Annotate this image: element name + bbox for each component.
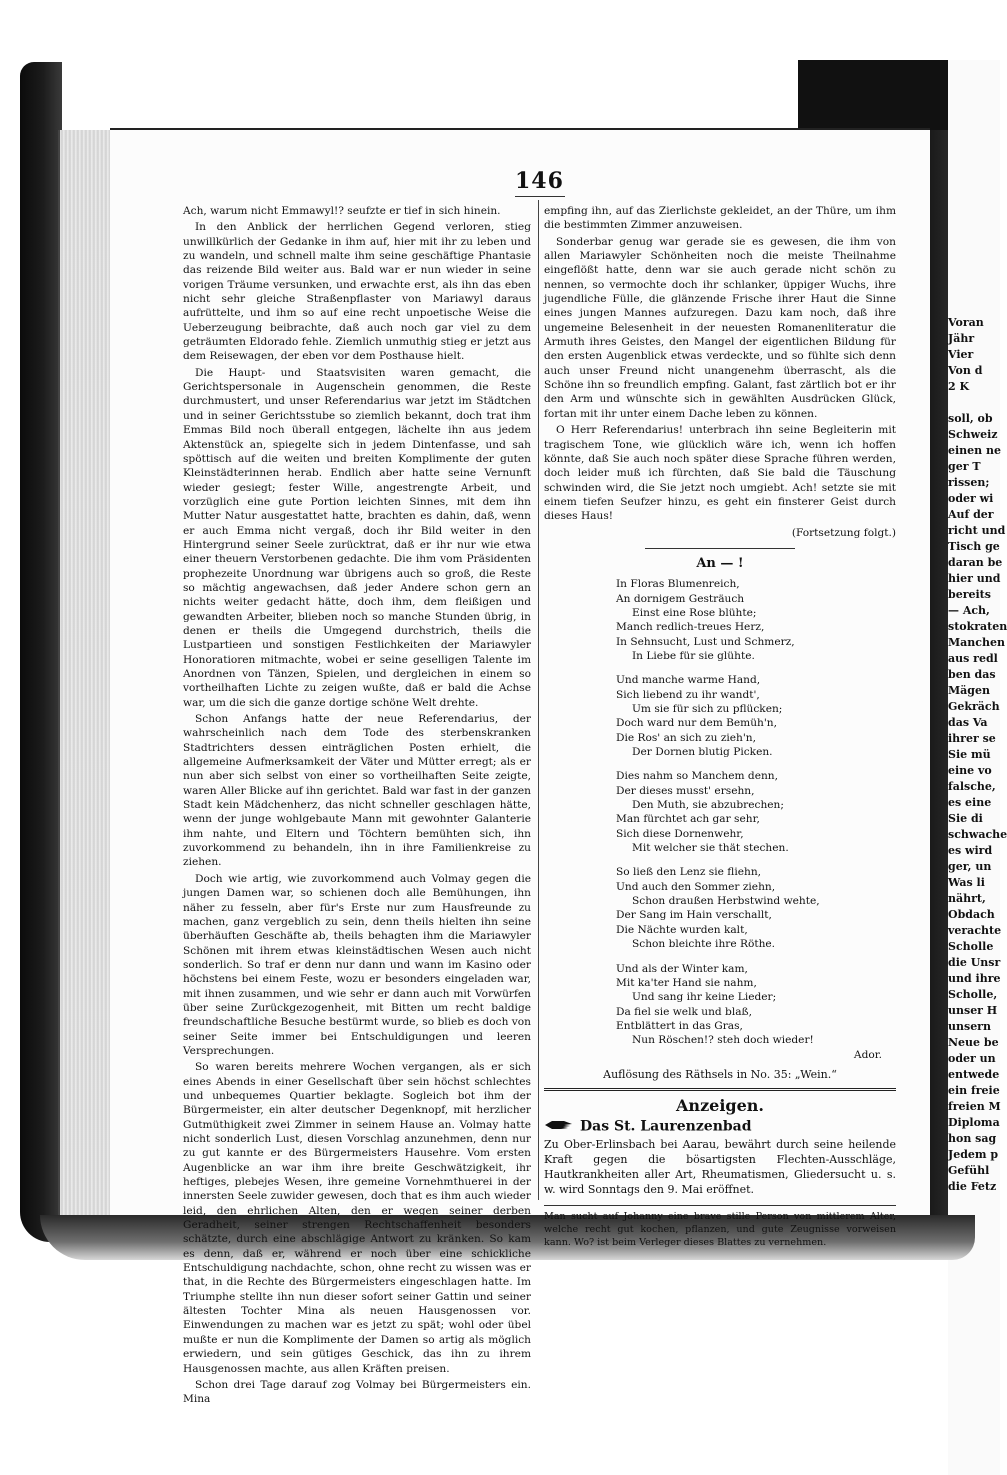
neighbor-line: unser H (948, 1004, 998, 1017)
scan-top-margin (0, 0, 1000, 60)
poem-author: Ador. (853, 1048, 882, 1061)
poem-line: In Sehnsucht, Lust und Schmerz, (616, 635, 795, 648)
neighbor-line: freien M (948, 1100, 1001, 1113)
paragraph: Ach, warum nicht Emmawyl!? seufzte er tief in sich hinein. (183, 205, 501, 217)
riddle-solution: Auflösung des Räthsels in No. 35: „Wein.“ (603, 1067, 837, 1081)
neighbor-line: Scholle (948, 940, 994, 953)
poem-line: Um sie für sich zu pflücken; (632, 703, 783, 715)
neighbor-line: Mägen (948, 684, 990, 697)
poem-line: Man fürchtet ach gar sehr, (616, 813, 760, 826)
ad-title (544, 1119, 896, 1134)
neighbor-page-fragment (948, 60, 1007, 1475)
poem-line: Der Dornen blutig Picken. (632, 746, 773, 759)
neighbor-line: Schweiz (948, 428, 998, 441)
poem-line: Einst eine Rose blühte; (632, 606, 757, 619)
neighbor-line: falsche, (948, 780, 996, 793)
poem-line: In Liebe für sie glühte. (632, 649, 755, 662)
section-rule (645, 548, 795, 549)
neighbor-line: aus redl (948, 652, 998, 665)
neighbor-line: Gefühl (948, 1164, 990, 1177)
neighbor-line: hon sag (948, 1132, 997, 1145)
ad-separator (544, 1205, 896, 1206)
poem-line: Dies nahm so Manchem denn, (616, 770, 778, 783)
book-spine-shadow (20, 62, 62, 1242)
ad-text: Zu Ober-Erlinsbach bei Aarau, bewährt durch seine heilende Kraft gegen die bösartigsten Flechten-Ausschläge, Hautkrankheiten aller Art, Rheumatismen, Gliedersucht u. s. w. wird Sonntags den 9. Mai eröffnet. (544, 1137, 896, 1196)
right-column (544, 204, 896, 1249)
neighbor-line: nährt, (948, 892, 986, 905)
neighbor-line: — Ach, (948, 604, 990, 617)
neighbor-line: Jähr (948, 332, 975, 345)
neighbor-line: Obdach (948, 908, 995, 921)
neighbor-line: Auf der (948, 508, 994, 521)
poem-stanza (616, 673, 896, 759)
page-edges (58, 130, 112, 1220)
poem-line: So ließ den Lenz sie fliehn, (616, 866, 762, 879)
paragraph: Schon Anfangs hatte der neue Referendarius, der wahrscheinlich nach dem Tode des sterbenskranken Stadtrichters dessen einträglichen Posten erhielt, die allgemeine Aufmerksamkeit der Väter und Mütter erregt; als er nun aber sich selbst von einer so vortheilhaften Seite zeigte, waren Aller Blicke auf ihn gerichtet. Bald war fast in der ganzen Stadt kein Mädchenherz, das nicht schneller geschlagen hätte, wenn der junge wohlgebaute Mann mit gewohnter Galanterie ihm nahte, und Eltern und Töchtern bemühten sich, ihn zuvorkommend zu behandeln, ihn in ihre Familienkreise zu ziehen. (183, 713, 531, 869)
neighbor-line: die Fetz (948, 1180, 997, 1193)
neighbor-line (948, 395, 1000, 411)
neighbor-line: es wird (948, 844, 993, 857)
poem-line: Und als der Winter kam, (616, 962, 748, 975)
neighbor-line: schwache (948, 828, 1007, 841)
neighbor-line: unsern (948, 1020, 991, 1033)
poem-line: Der dieses musst' ersehn, (616, 784, 755, 797)
neighbor-line: daran be (948, 556, 1003, 569)
neighbor-line: ben das (948, 668, 996, 681)
poem-line: Die Nächte wurden kalt, (616, 923, 748, 936)
paragraph: O Herr Referendarius! unterbrach ihn seine Begleiterin mit tragischem Tone, wie glücklich wäre ich, wenn ich hoffen könnte, daß Sie auch noch später diese Sprache führen werden, doch leider muß ich fürchten, daß Sie bald die Täuschung schwinden wird, die Sie jetzt noch umgiebt. Ach! setzte sie mit einem tiefen Seufzer hinzu, es geht ein finsterer Geist durch dieses Haus! (544, 424, 896, 523)
poem-line: Nun Röschen!? steh doch wieder! (632, 1034, 814, 1047)
poem-line: Und auch den Sommer ziehn, (616, 880, 776, 893)
neighbor-line: Was li (948, 876, 985, 889)
neighbor-line: Scholle, (948, 988, 998, 1001)
neighbor-line: Vier (948, 348, 974, 361)
poem-line: An dornigem Gesträuch (616, 592, 745, 605)
poem-line: Mit ka'ter Hand sie nahm, (616, 976, 757, 989)
neighbor-line: Jedem p (948, 1148, 999, 1161)
paragraph: Sonderbar genug war gerade sie es gewesen, die ihm von allen Mariawyler Schönheiten noch die meiste Theilnahme eingeflößt hatte, denn war sie auch gerade nicht schön zu nennen, so vermochte doch ihr schlanker, üppiger Wuchs, ihre jugendliche Fülle, die glänzende Frische ihrer Haut die Sinne eines jungen Mannes aufzuregen. Dazu kam noch, daß ihre ungemeine Belesenheit in der neuesten Romanenliteratur die Armuth ihres Geistes, den Mangel der eigentlichen Bildung für den ersten Augenblick etwas verdeckte, und so fühlte sich denn auch unser Freund nicht unangenehm überrascht, als die Schöne ihn so freundlich empfing. Galant, fast zärtlich bot er ihr den Arm und wünschte sich in gewählten Ausdrücken Glück, fortan mit ihr unter einem Dache leben zu können. (544, 235, 896, 420)
neighbor-line: bereits (948, 588, 991, 601)
paragraph: Doch wie artig, wie zuvorkommend auch Volmay gegen die jungen Damen war, so schienen doch alle Bemühungen, ihn näher zu fesseln, aber für's Erste nur zum Hausfreunde zu machen, ganz vergeblich zu sein, denn theils hielten ihn seine überhäuften Geschäfte ab, theils behagten ihm die Mariawyler Schönen mit ihrem etwas kleinstädtischen Wesen auch nicht sonderlich. So traf er denn nur dann und wann im Kasino oder höchstens bei einem Feste, wozu er besonders eingeladen war, mit ihnen zusammen, und wie sehr er dann auch mit Vorwürfen über seine Zurückgezogenheit, mit Bitten um recht baldige freundschaftliche Besuche bestürmt wurde, so blieb es doch von seiner Seite immer bei Entschuldigungen und leeren Versprechungen. (183, 872, 531, 1057)
poem-line: In Floras Blumenreich, (616, 578, 740, 591)
neighbor-line: und ihre (948, 972, 1001, 985)
ad-title-text: Das St. Laurenzenbad (580, 1118, 752, 1135)
neighbor-line: oder un (948, 1052, 996, 1065)
neighbor-line: Sie di (948, 812, 983, 825)
neighbor-line: es eine (948, 796, 992, 809)
ads-heading: Anzeigen. (676, 1095, 764, 1115)
neighbor-line: Manchen (948, 636, 1005, 649)
neighbor-line: ger, un (948, 860, 992, 873)
poem-line: Der Sang im Hain verschallt, (616, 909, 772, 922)
page-number-rule (515, 196, 565, 197)
poem-line: Sich diese Dornenwehr, (616, 827, 744, 840)
neighbor-line: stokraten (948, 620, 1007, 633)
neighbor-line: soll, ob (948, 412, 993, 425)
poem-line: Sich liebend zu ihr wandt', (616, 688, 760, 701)
paragraph: empfing ihn, auf das Zierlichste gekleidet, an der Thüre, um ihm die bestimmten Zimmer anzuweisen. (544, 205, 896, 232)
poem-line: Da fiel sie welk und blaß, (616, 1005, 752, 1018)
double-rule (544, 1088, 896, 1091)
left-column (183, 204, 531, 1407)
poem (544, 577, 896, 1061)
neighbor-line: Diploma (948, 1116, 1000, 1129)
neighbor-line: Tisch ge (948, 540, 1000, 553)
neighbor-line: oder wi (948, 492, 994, 505)
neighbor-line: Sie mü (948, 748, 991, 761)
column-divider (538, 200, 539, 1200)
neighbor-line: verachte (948, 924, 1002, 937)
poem-line: Manch redlich-treues Herz, (616, 621, 765, 634)
neighbor-line: rissen; (948, 476, 990, 489)
poem-line: Doch ward nur dem Bemüh'n, (616, 717, 777, 730)
neighbor-line: ger T (948, 460, 981, 473)
page-number: 146 (515, 168, 564, 194)
poem-line: Und manche warme Hand, (616, 674, 761, 687)
neighbor-line: Von d (948, 364, 983, 377)
neighbor-line: entwede (948, 1068, 1000, 1081)
ad-small-notice: Man sucht auf Johanny eine brave stille Person von mittlerem Alter, welche recht gut kochen, pflanzen, und gute Zeugnisse vorweisen kann. Wo? ist beim Verleger dieses Blattes zu vernehmen. (544, 1210, 896, 1248)
neighbor-line: Neue be (948, 1036, 999, 1049)
poem-line: Entblättert in das Gras, (616, 1019, 743, 1032)
poem-line: Und sang ihr keine Lieder; (632, 991, 777, 1004)
poem-line: Mit welcher sie thät stechen. (632, 842, 789, 855)
neighbor-line: eine vo (948, 764, 992, 777)
paragraph: In den Anblick der herrlichen Gegend verloren, stieg unwillkürlich der Gedanke in ihm auf, hier mit ihr zu leben und zu wandeln, und schnell malte ihm seine geschäftige Phantasie das reizende Bild weiter aus. Bald war er nun wieder in seine vorigen Träume versunken, und erwachte erst, als ihn das eben nicht sehr gleiche Straßenpflaster von Mariawyl daraus aufrüttelte, und ihm so auf eine recht unpoetische Weise die Ueberzeugung beibrachte, daß auch noch gar viel zu dem geträumten Eldorado fehle. Ziemlich unmuthig stieg er jetzt aus dem Reisewagen, der eben vor dem Posthause hielt. (183, 221, 531, 363)
poem-stanza (616, 769, 896, 855)
paragraph: So waren bereits mehrere Wochen vergangen, als er sich eines Abends in einer Gesellschaft über sein höchst schlechtes und unbequemes Quartier beklagte. Sogleich bot ihm der Bürgermeister, ein alter deutscher Degenknopf, mit herzlicher Gutmüthigkeit zwei Zimmer in seinem Hause an. Volmay hatte nicht sonderlich Lust, diesen Vorschlag anzunehmen, denn nur zu gut kannte er des Bürgermeisters Hausehre. Vom ersten Augenblicke an war ihm ihre breite Geschwätzigkeit, ihr heftiges, plebejes Wesen, ihre gemeine Vornehmthuerei in der innersten Seele zuwider gewesen, doch that es ihm auch wieder leid, den ehrlichen Alten, den er wegen seiner derben Geradheit, seiner strengen Rechtschaffenheit besonders schätzte, durch eine abschlägige Antwort zu kränken. So kam es denn, daß er, während er noch über eine schickliche Entschuldigung nachdachte, schon, ohne recht zu wissen was er that, in die Rechte des Bürgermeisters eingeschlagen hatte. Im Triumphe stellte ihn nun dieser sofort seiner Gattin und seiner ältesten Tochter Mina als neuen Hausgenossen vor. Einwendungen zu machen war es jetzt zu spät; wohl oder übel mußte er nun die Komplimente der Damen so artig als möglich erwiedern, und sein gütiges Geschick, das ihn zu ihrem Hausgenossen machte, aus allen Kräften preisen. (183, 1061, 531, 1375)
poem-line: Schon draußen Herbstwind wehte, (632, 895, 820, 908)
neighbor-line: 2 K (948, 380, 970, 393)
pointing-hand-icon (544, 1119, 574, 1134)
neighbor-line: einen ne (948, 444, 1001, 457)
neighbor-line: die Unsr (948, 956, 1001, 969)
poem-stanza (616, 865, 896, 951)
poem-line: Schon bleichte ihre Röthe. (632, 938, 776, 951)
poem-line: Die Ros' an sich zu zieh'n, (616, 731, 756, 744)
neighbor-line: Gekräch (948, 700, 1000, 713)
neighbor-line: Voran (948, 316, 984, 329)
poem-stanza (616, 577, 896, 663)
neighbor-line: das Va (948, 716, 988, 729)
neighbor-line: hier und (948, 572, 1001, 585)
neighbor-line: ein freie (948, 1084, 1000, 1097)
neighbor-line: ihrer se (948, 732, 996, 745)
paragraph: Schon drei Tage darauf zog Volmay bei Bürgermeisters ein. Mina (183, 1378, 531, 1406)
poem-line: Den Muth, sie abzubrechen; (632, 799, 784, 812)
continuation-note: (Fortsetzung folgt.) (791, 526, 896, 539)
poem-stanza (616, 962, 896, 1061)
paragraph: Die Haupt- und Staatsvisiten waren gemacht, die Gerichtspersonale in Augenschein genommen, die Reste durchmustert, und unser Referendarius war jetzt im Städtchen und in seiner Gerichtsstube so ziemlich bekannt, doch trat ihm Emmas Bild noch überall entgegen, lächelte ihn aus jedem Aktenstück an, spiegelte sich in jedem Dintenfasse, und sah spöttisch auf die weiten und breiten Komplimente der guten Kleinstädterinnen herab. Endlich aber hatte seine Vernunft wieder gesiegt; fester Wille, angestrengte Arbeit, und vorzüglich eine gute Portion leichten Sinnes, mit dem ihn Mutter Natur ausgestattet hatte, brachten es dahin, daß, wenn er auch Emma nicht vergaß, doch ihr Bild weiter in den Hintergrund seiner Seele zurücktrat, daß er ihr nur wie etwa einer theuern Verstorbenen gedachte. Die ihm vom Präsidenten prophezeite Unordnung war übrigens auch so groß, die Reste so mächtig angewachsen, daß jeder Andere schon gern an nichts weiter gedacht hätte, doch ihm, dem fleißigen und gewandten Arbeiter, blieben noch so manche Stunden übrig, in denen er theils die Umgegend durchstrich, theils die Lustpartieen und sonstigen Festlichkeiten der Mariawyler Honoratioren mitmachte, wobei er seine geselligen Talente im Anordnen von Tänzen, Spielen, und dergleichen in einem so vortheilhaften Lichte zu zeigen wußte, daß er bald die Achse war, um die sich die ganze dortige schöne Welt drehte. (183, 366, 531, 709)
poem-title: An — ! (696, 555, 744, 571)
neighbor-line: richt und (948, 524, 1006, 537)
